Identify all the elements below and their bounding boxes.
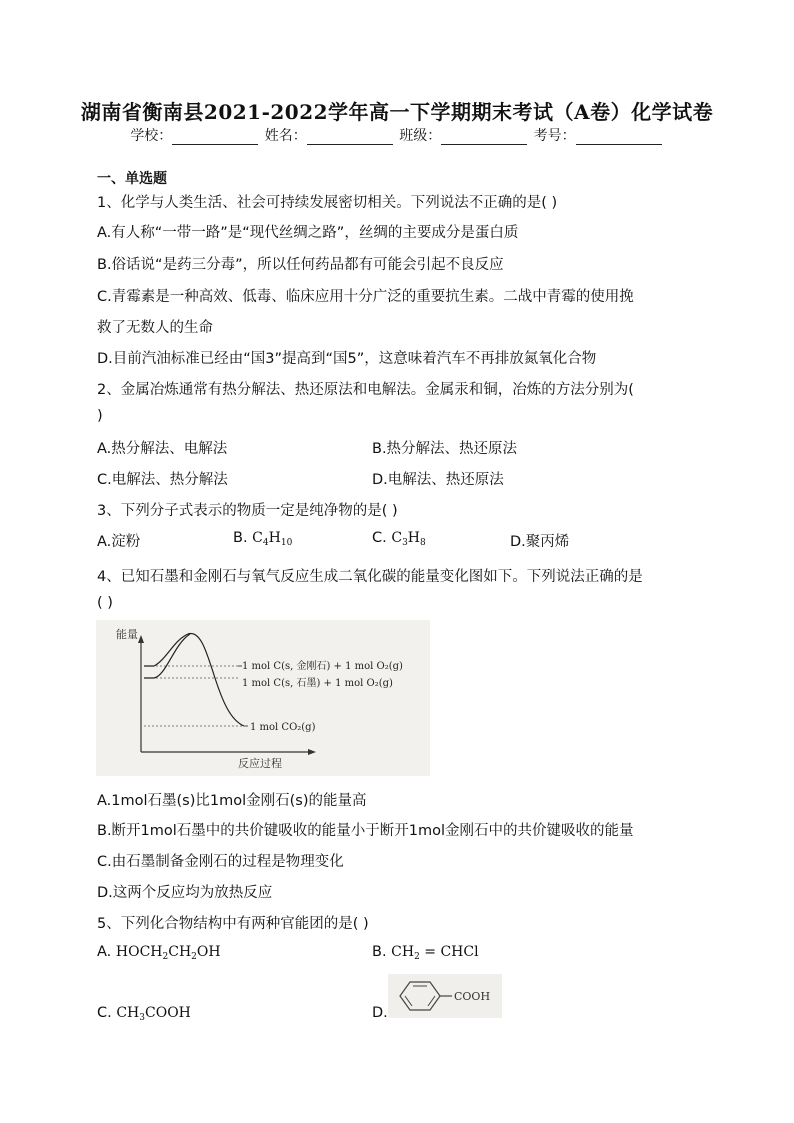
benzoic-acid-structure — [388, 974, 502, 1018]
q3-option-a: A.淀粉 — [97, 534, 141, 550]
q4-option-a: A.1mol石墨(s)比1mol金刚石(s)的能量高 — [97, 793, 367, 809]
q3-option-b: B. $C_4H_{10}$ — [233, 530, 293, 548]
exam-number-label: 考号： — [533, 128, 576, 144]
q5-option-c: C. $CH_3COOH$ — [97, 1005, 191, 1023]
q2-stem: 2、金属冶炼通常有热分解法、热还原法和电解法。金属汞和铜，冶炼的方法分别为( — [97, 382, 634, 398]
q4-option-b: B.断开1mol石墨中的共价键吸收的能量小于断开1mol金刚石中的共价键吸收的能量 — [97, 823, 634, 839]
q4-stem: 4、已知石墨和金刚石与氧气反应生成二氧化碳的能量变化图如下。下列说法正确的是 — [97, 569, 643, 585]
q1-option-d: D.目前汽油标准已经由“国3”提高到“国5”，这意味着汽车不再排放氮氧化合物 — [97, 351, 597, 367]
q5-stem: 5、下列化合物结构中有两种官能团的是( ) — [97, 916, 369, 932]
class-label: 班级： — [399, 128, 442, 144]
q5-option-b: B. $CH_2$ = CHCl — [372, 944, 479, 962]
q2-option-c: C.电解法、热分解法 — [97, 472, 228, 488]
q1-option-b: B.俗话说“是药三分毒”，所以任何药品都有可能会引起不良反应 — [97, 257, 504, 273]
q4-option-d: D.这两个反应均为放热反应 — [97, 885, 273, 901]
q2-option-d: D.电解法、热还原法 — [372, 472, 504, 488]
q5-option-a: A. $HOCH_2CH_2OH$ — [97, 944, 221, 962]
graphite-level-label: 1 mol C(s, 石墨) + 1 mol O₂(g) — [242, 678, 393, 689]
q4-option-c: C.由石墨制备金刚石的过程是物理变化 — [97, 854, 344, 870]
energy-diagram — [96, 620, 430, 776]
q1-option-c-cont: 救了无数人的生命 — [97, 320, 213, 336]
q1-option-a: A.有人称“一带一路”是“现代丝绸之路”，丝绸的主要成分是蛋白质 — [97, 225, 519, 241]
q1-stem: 1、化学与人类生活、社会可持续发展密切相关。下列说法不正确的是( ) — [97, 195, 558, 211]
page-title: 湖南省衡南县2021-2022学年高一下学期期末考试（A卷）化学试卷 — [80, 100, 714, 124]
q2-option-b: B.热分解法、热还原法 — [372, 441, 518, 457]
class-blank[interactable] — [441, 130, 527, 145]
q2-option-a: A.热分解法、电解法 — [97, 441, 228, 457]
q3-stem: 3、下列分子式表示的物质一定是纯净物的是( ) — [97, 503, 398, 519]
student-info-row — [0, 125, 794, 145]
school-label: 学校： — [130, 128, 173, 144]
q2-stem-cont: ) — [97, 408, 103, 424]
co2-level-label: 1 mol CO₂(g) — [250, 722, 316, 733]
exam-number-blank[interactable] — [576, 130, 662, 145]
diamond-level-label: 1 mol C(s, 金刚石) + 1 mol O₂(g) — [242, 661, 403, 672]
x-axis-label: 反应过程 — [238, 757, 282, 770]
q3-option-d: D.聚丙烯 — [510, 534, 570, 550]
q5-option-d: D. — [372, 1005, 388, 1021]
q1-option-c: C.青霉素是一种高效、低毒、临床应用十分广泛的重要抗生素。二战中青霉的使用挽 — [97, 289, 634, 305]
name-blank[interactable] — [307, 130, 393, 145]
q3-option-c: C. $C_3H_8$ — [372, 530, 426, 548]
school-blank[interactable] — [172, 130, 258, 145]
carboxyl-group-label: COOH — [454, 990, 491, 1003]
name-label: 姓名： — [264, 128, 307, 144]
section-heading: 一、单选题 — [97, 171, 167, 187]
q4-stem-cont: ( ) — [97, 595, 113, 611]
y-axis-label: 能量 — [116, 628, 138, 641]
